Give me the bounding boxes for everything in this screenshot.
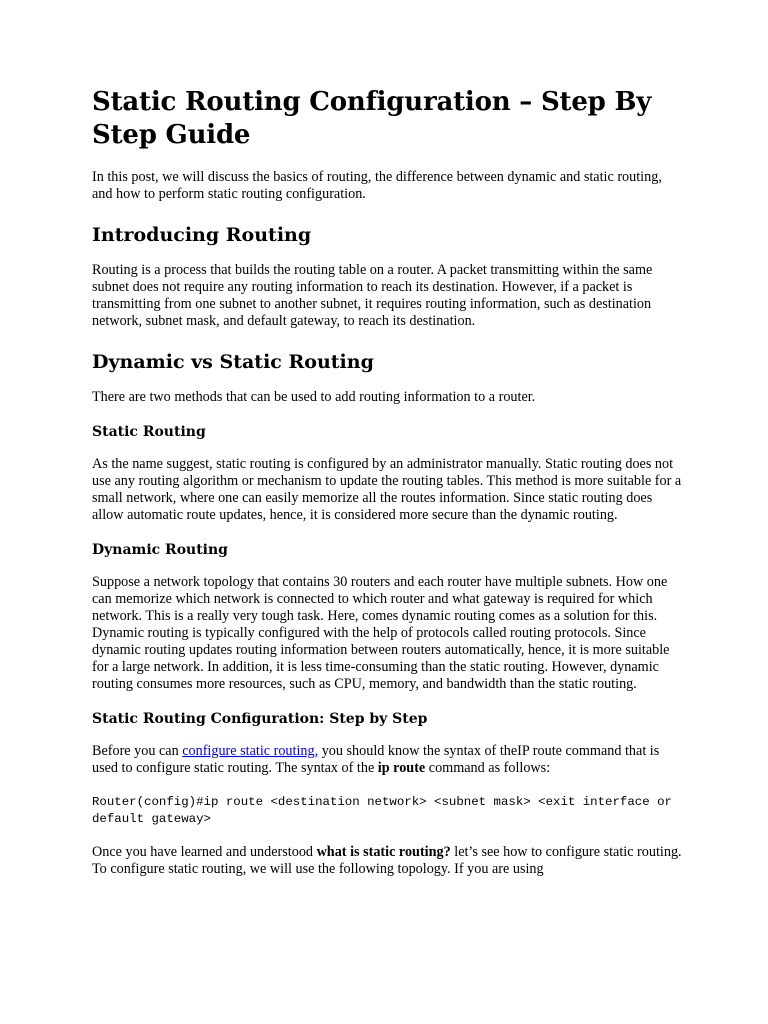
config-syntax-paragraph — [92, 743, 682, 777]
heading-dynamic-vs-static: Dynamic vs Static Routing — [92, 351, 374, 373]
config-text-mid: you should know the syntax of theIP route command that is used to configure static routing. The syntax of the — [92, 743, 660, 776]
topology-text-after: let’s see how to configure static routing. To configure static routing, we will use the following topology. If you are using — [92, 844, 682, 877]
page-title: Static Routing Configuration – Step By Step Guide — [92, 87, 652, 150]
heading-static-routing-configuration: Static Routing Configuration: Step by Step — [92, 711, 428, 727]
config-text-before-link: Before you can — [92, 743, 183, 759]
heading-dynamic-routing: Dynamic Routing — [92, 542, 228, 558]
topology-paragraph — [92, 844, 682, 878]
config-text-after: command as follows: — [425, 760, 551, 776]
dynamic-vs-static-paragraph: There are two methods that can be used to add routing information to a router. — [92, 389, 536, 405]
ip-route-syntax-code: Router(config)#ip route <destination network> <subnet mask> <exit interface or default gateway> — [92, 795, 680, 826]
configure-static-routing-link[interactable]: configure static routing, — [182, 743, 319, 759]
what-is-static-routing-bold: what is static routing? — [316, 844, 451, 860]
static-routing-paragraph: As the name suggest, static routing is configured by an administrator manually. Static routing does not use any routing algorithm or mechanism to update the routing tables. This method is more suitable for a small network, where one can easily memorize all the routes information. Since static routing does allow automatic route updates, hence, it is considered more secure than the dynamic routing. — [92, 456, 682, 523]
ip-route-bold: ip route — [377, 760, 426, 776]
dynamic-routing-paragraph: Suppose a network topology that contains 30 routers and each router have multiple subnets. How one can memorize which network is connected to which router and what gateway is required for which network. This is a really very tough task. Here, comes dynamic routing comes as a solution for this. Dynamic routing is typically configured with the help of protocols called routing protocols. Since dynamic routing updates routing information between routers automatically, hence, it is more suitable for a large network. In addition, it is less time-consuming than the static routing. However, dynamic routing consumes more resources, such as CPU, memory, and bandwidth than the static routing. — [92, 574, 670, 692]
heading-introducing-routing: Introducing Routing — [92, 224, 312, 246]
intro-paragraph: In this post, we will discuss the basics of routing, the difference between dynamic and static routing, and how to perform static routing configuration. — [92, 169, 662, 202]
topology-text-before: Once you have learned and understood — [92, 844, 317, 860]
document-page — [92, 86, 682, 895]
introducing-routing-paragraph: Routing is a process that builds the routing table on a router. A packet transmitting within the same subnet does not require any routing information to reach its destination. However, if a packet is transmitting from one subnet to another subnet, it requires routing information, such as destination network, subnet mask, and default gateway, to reach its destination. — [92, 262, 653, 329]
heading-static-routing: Static Routing — [92, 424, 206, 440]
